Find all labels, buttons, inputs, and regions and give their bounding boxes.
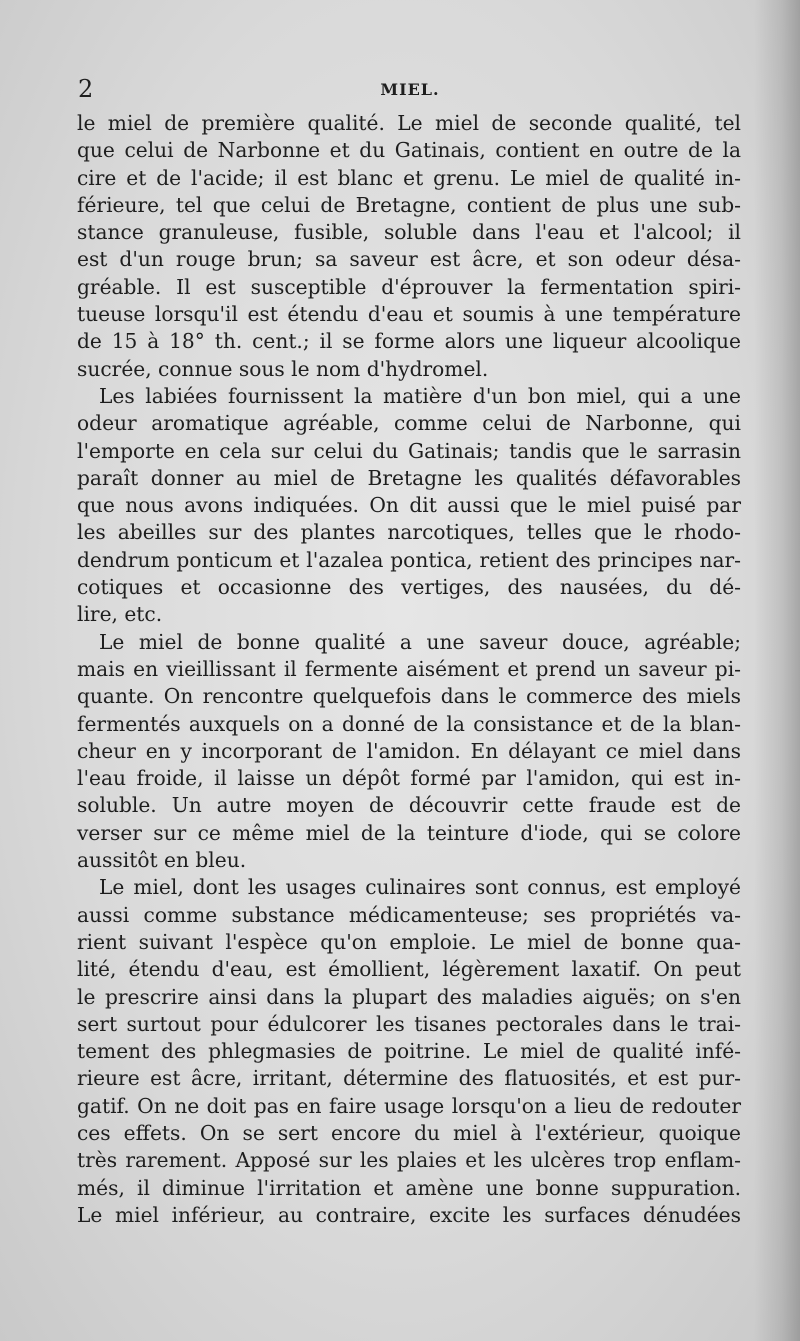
paragraph-3 <box>77 629 741 875</box>
text-line: Le miel, dont les usages culinaires sont connus, est employé <box>99 875 741 900</box>
page-edge-shadow <box>754 0 800 1341</box>
text-line: stance granuleuse, fusible, soluble dans l'eau et l'alcool; il <box>77 220 741 245</box>
text-line: tueuse lorsqu'il est étendu d'eau et soumis à une température <box>77 302 741 327</box>
paragraph-1 <box>77 110 741 383</box>
text-line: très rarement. Apposé sur les plaies et les ulcères trop enflam- <box>77 1148 741 1173</box>
text-line: verser sur ce même miel de la teinture d'iode, qui se colore <box>77 820 741 845</box>
text-line: mais en vieillissant il fermente aisément et prend un saveur pi- <box>77 656 741 681</box>
text-line: le miel de première qualité. Le miel de seconde qualité, tel <box>77 111 741 135</box>
text-line: ces effets. On se sert encore du miel à l'extérieur, quoique <box>77 1120 741 1145</box>
page-number: 2 <box>78 75 94 103</box>
text-line: Le miel inférieur, au contraire, excite les surfaces dénudées <box>77 1202 741 1227</box>
text-line: aussitôt en bleu. <box>77 848 247 873</box>
text-line: le prescrire ainsi dans la plupart des maladies aiguës; on s'en <box>77 984 741 1009</box>
text-line: aussi comme substance médicamenteuse; ses propriétés va- <box>77 902 741 927</box>
text-line: rieure est âcre, irritant, détermine des flatuosités, et est pur- <box>77 1066 741 1091</box>
text-line: sucrée, connue sous le nom d'hydromel. <box>77 356 489 381</box>
text-line: Les labiées fournissent la matière d'un bon miel, qui a une <box>99 383 741 408</box>
text-line: fermentés auxquels on a donné de la consistance et de la blan- <box>77 711 741 736</box>
text-line: de 15 à 18° th. cent.; il se forme alors une liqueur alcoolique <box>77 329 741 354</box>
text-line: cheur en y incorporant de l'amidon. En délayant ce miel dans <box>77 738 741 763</box>
text-line: que celui de Narbonne et du Gatinais, contient en outre de la <box>77 138 741 163</box>
text-line: rient suivant l'espèce qu'on emploie. Le miel de bonne qua- <box>77 929 741 954</box>
text-line: est d'un rouge brun; sa saveur est âcre, et son odeur désa- <box>77 247 741 272</box>
text-line: férieure, tel que celui de Bretagne, contient de plus une sub- <box>77 192 741 217</box>
text-line: lire, etc. <box>77 602 163 627</box>
text-line: cotiques et occasionne des vertiges, des nausées, du dé- <box>77 575 741 600</box>
text-line: cire et de l'acide; il est blanc et grenu. Le miel de qualité in- <box>77 165 741 190</box>
text-line: quante. On rencontre quelquefois dans le commerce des miels <box>77 684 741 709</box>
text-line: l'emporte en cela sur celui du Gatinais; tandis que le sarrasin <box>77 438 741 463</box>
text-line: sert surtout pour édulcorer les tisanes pectorales dans le trai- <box>77 1011 741 1036</box>
text-line: gatif. On ne doit pas en faire usage lorsqu'on a lieu de redouter <box>77 1093 741 1118</box>
body-text <box>77 110 741 1229</box>
text-line: l'eau froide, il laisse un dépôt formé par l'amidon, qui est in- <box>77 766 741 791</box>
text-line: tement des phlegmasies de poitrine. Le miel de qualité infé- <box>77 1039 741 1064</box>
text-line: soluble. Un autre moyen de découvrir cette fraude est de <box>77 793 741 818</box>
text-line: Le miel de bonne qualité a une saveur douce, agréable; <box>99 629 741 654</box>
text-line: paraît donner au miel de Bretagne les qualités défavorables <box>77 465 741 490</box>
paragraph-4 <box>77 874 741 1229</box>
paragraph-2 <box>77 383 741 629</box>
page-header <box>78 74 742 106</box>
text-line: lité, étendu d'eau, est émollient, légèrement laxatif. On peut <box>77 957 741 982</box>
text-line: més, il diminue l'irritation et amène une bonne suppuration. <box>77 1175 741 1200</box>
text-line: dendrum ponticum et l'azalea pontica, retient des principes nar- <box>77 547 741 572</box>
text-line: que nous avons indiquées. On dit aussi que le miel puisé par <box>77 493 741 518</box>
text-line: gréable. Il est susceptible d'éprouver la fermentation spiri- <box>77 274 741 299</box>
running-title: MIEL. <box>380 80 440 99</box>
text-line: les abeilles sur des plantes narcotiques, telles que le rhodo- <box>77 520 741 545</box>
text-line: odeur aromatique agréable, comme celui de Narbonne, qui <box>77 411 741 436</box>
